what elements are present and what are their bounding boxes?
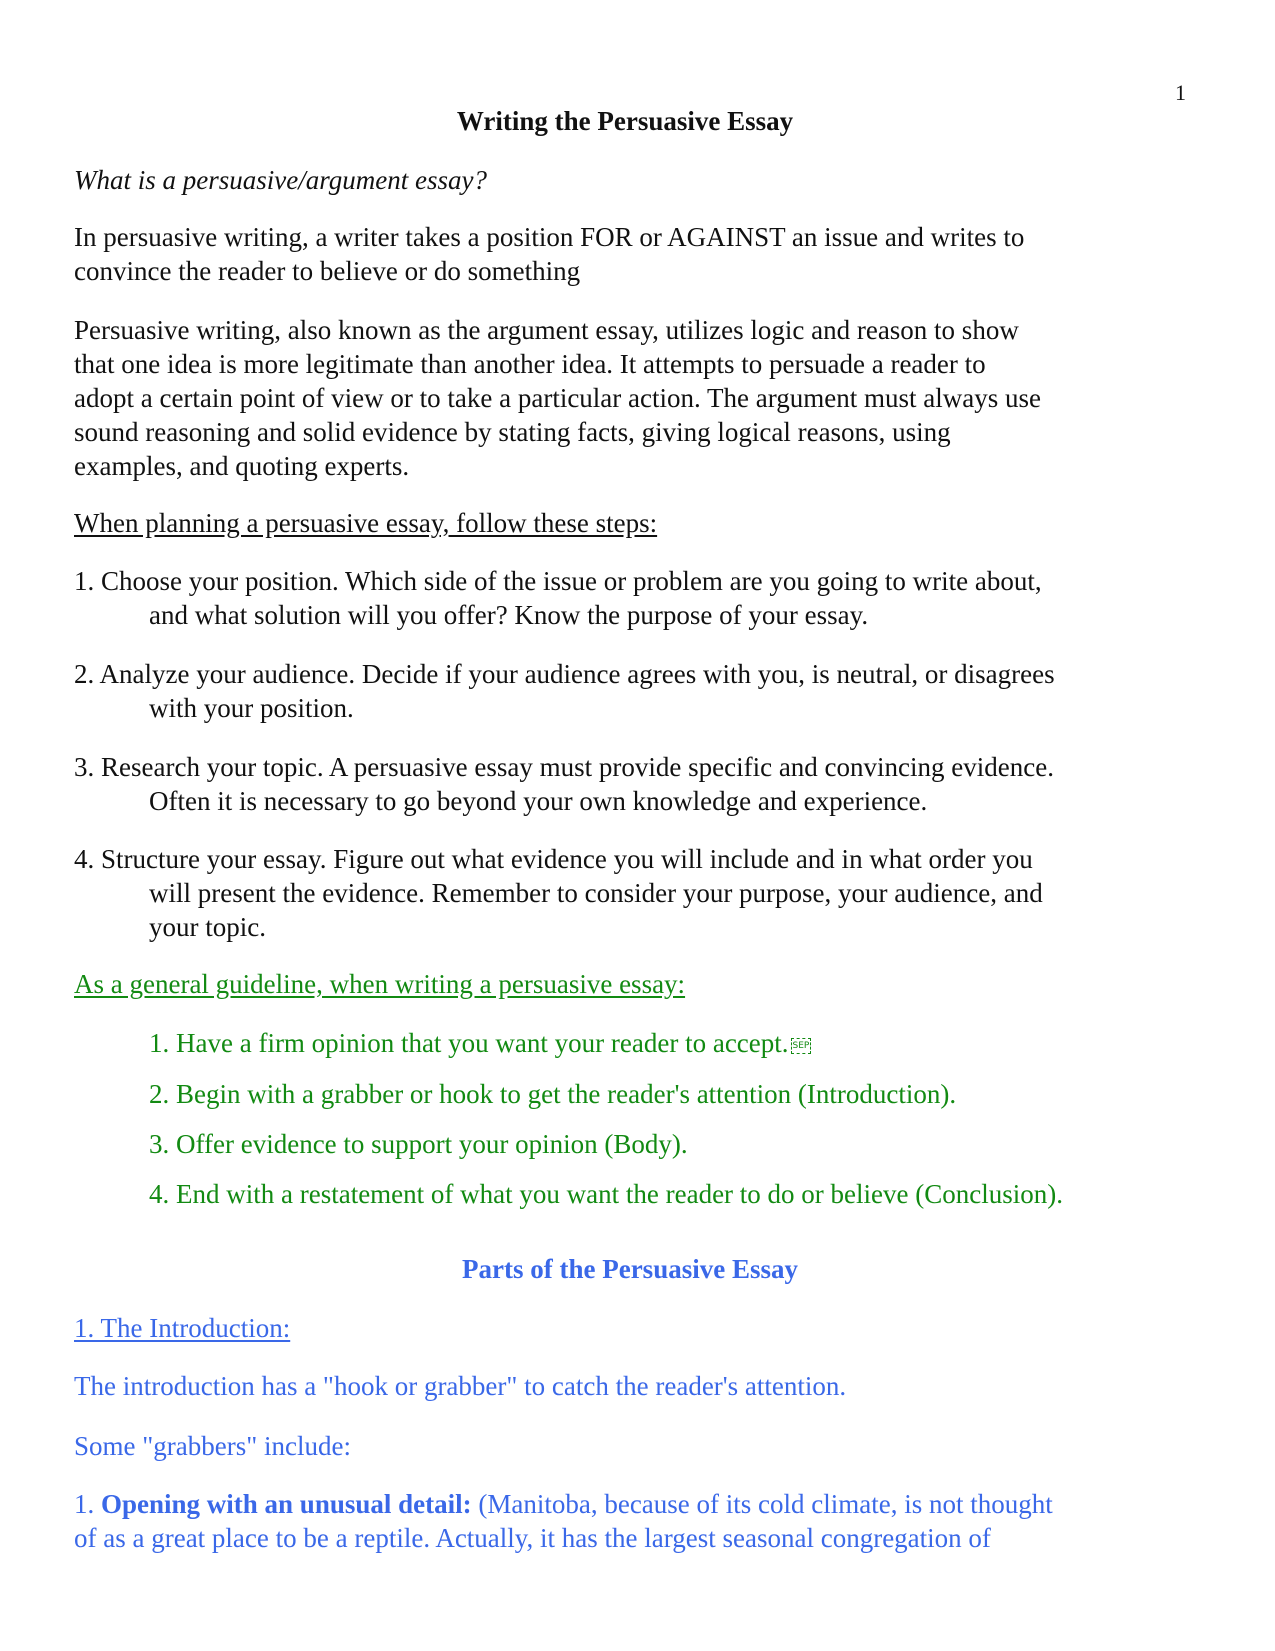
item-number: 1. (74, 1489, 101, 1519)
guideline-item: 4. End with a restatement of what you want the reader to do or believe (Conclusion). (149, 1179, 1063, 1209)
step-3 (74, 750, 1054, 818)
question-heading: What is a persuasive/argument essay? (74, 165, 487, 195)
text-line: 2. Analyze your audience. Decide if your audience agrees with you, is neutral, or disagrees (74, 659, 1055, 689)
guideline-item: 2. Begin with a grabber or hook to get the reader's attention (Introduction). (149, 1079, 957, 1109)
text-line: adopt a certain point of view or to take a particular action. The argument must always use (74, 383, 1041, 413)
text-line (74, 1487, 1053, 1521)
steps-heading: When planning a persuasive essay, follow these steps: (74, 508, 658, 538)
text-line: 3. Research your topic. A persuasive essay must provide specific and convincing evidence. (74, 752, 1054, 782)
text-line: of as a great place to be a reptile. Actually, it has the largest seasonal congregation of (74, 1523, 991, 1553)
step-4 (74, 842, 1043, 944)
text-line: sound reasoning and solid evidence by stating facts, giving logical reasons, using (74, 417, 951, 447)
text-line: 4. Structure your essay. Figure out what evidence you will include and in what order you (74, 844, 1033, 874)
text-line: 1. Choose your position. Which side of the issue or problem are you going to write about, (74, 566, 1042, 596)
introduction-heading: 1. The Introduction: (74, 1313, 291, 1343)
text-line: and what solution will you offer? Know the purpose of your essay. (149, 600, 869, 630)
paragraph-argument (74, 313, 1041, 483)
text-line: In persuasive writing, a writer takes a position FOR or AGAINST an issue and writes to (74, 222, 1025, 252)
step-2 (74, 657, 1055, 725)
guideline-heading: As a general guideline, when writing a persuasive essay: (74, 969, 686, 999)
text-line: Persuasive writing, also known as the argument essay, utilizes logic and reason to show (74, 315, 1019, 345)
text-line: convince the reader to believe or do something (74, 256, 581, 286)
step-1 (74, 564, 1042, 632)
text-line: examples, and quoting experts. (74, 451, 410, 481)
grabber-item-1 (74, 1487, 1053, 1555)
text-line: your topic. (149, 912, 266, 942)
guideline-item (149, 1026, 811, 1060)
text-line: will present the evidence. Remember to consider your purpose, your audience, and (149, 878, 1043, 908)
parts-heading: Parts of the Persuasive Essay (462, 1254, 798, 1284)
introduction-text: The introduction has a "hook or grabber" to catch the reader's attention. (74, 1371, 847, 1401)
text-line: that one idea is more legitimate than another idea. It attempts to persuade a reader to (74, 349, 986, 379)
text-line: with your position. (149, 693, 354, 723)
separator-glyph: SEP (791, 1038, 812, 1054)
document-title: Writing the Persuasive Essay (456, 106, 794, 136)
grabber-title: Opening with an unusual detail: (101, 1489, 472, 1519)
grabbers-label: Some "grabbers" include: (74, 1431, 351, 1461)
page-number: 1 (1175, 80, 1186, 105)
text-line: Often it is necessary to go beyond your own knowledge and experience. (149, 786, 928, 816)
grabber-text: (Manitoba, because of its cold climate, is not thought (471, 1489, 1053, 1519)
guideline-text: 1. Have a firm opinion that you want your reader to accept. (149, 1028, 789, 1058)
paragraph-definition (74, 220, 1024, 288)
guideline-item: 3. Offer evidence to support your opinion (Body). (149, 1129, 688, 1159)
